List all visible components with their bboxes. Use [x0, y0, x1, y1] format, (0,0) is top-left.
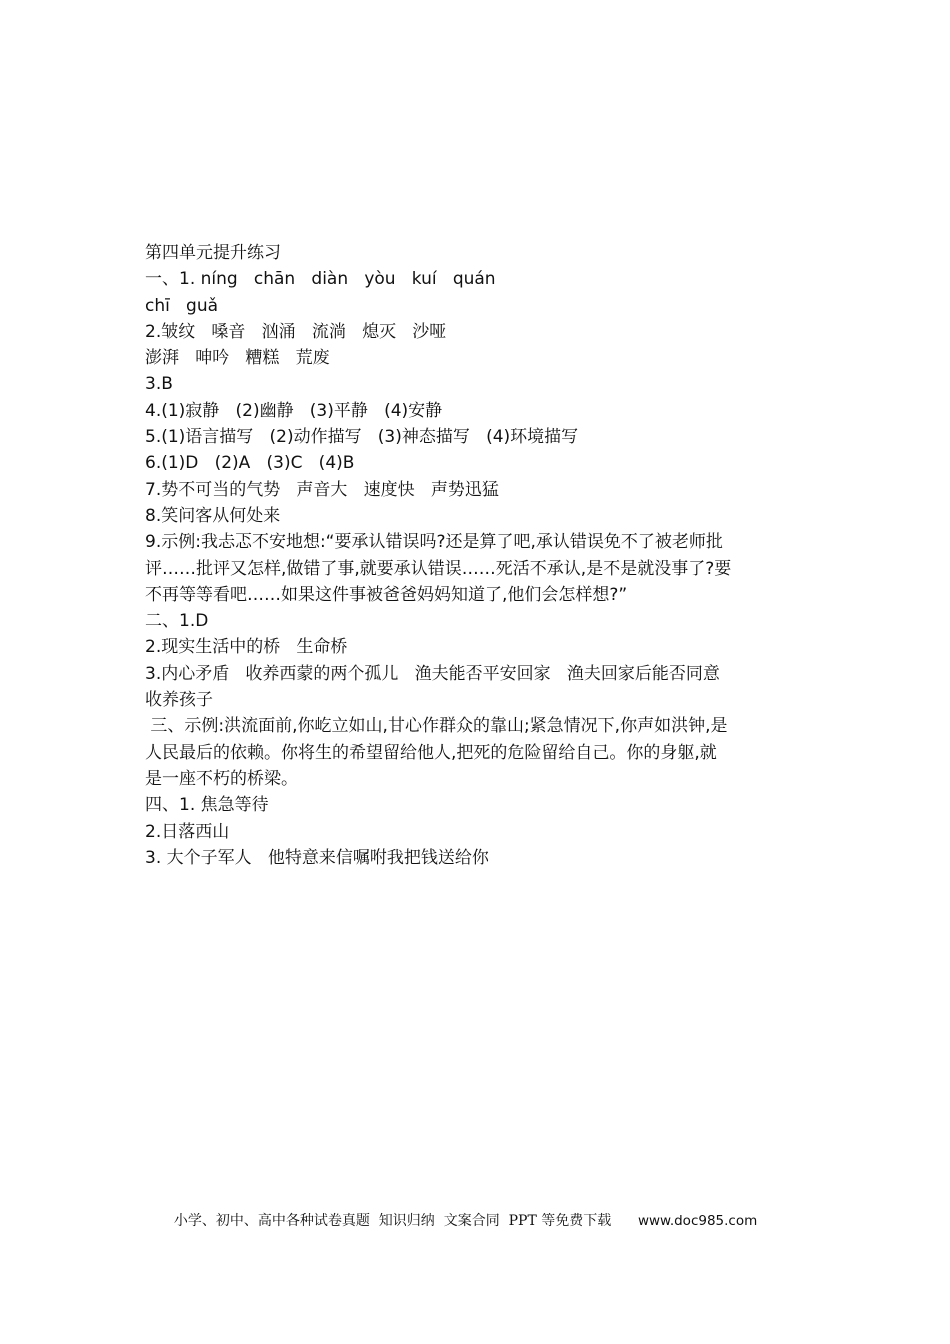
doc-line: 2.皱纹 嗓音 汹涌 流淌 熄灭 沙哑	[145, 321, 447, 342]
doc-title: 第四单元提升练习	[145, 243, 281, 263]
doc-line: 一、1. níng chān diàn yòu kuí quán	[145, 269, 496, 290]
doc-line: 7.势不可当的气势 声音大 速度快 声势迅猛	[145, 479, 499, 500]
doc-line: 不再等等看吧……如果这件事被爸爸妈妈知道了,他们会怎样想?”	[145, 584, 628, 605]
doc-line: 2.现实生活中的桥 生命桥	[145, 637, 348, 658]
doc-line: 三、示例:洪流面前,你屹立如山,甘心作群众的靠山;紧急情况下,你声如洪钟,是	[145, 716, 728, 737]
doc-line: 6.(1)D (2)A (3)C (4)B	[145, 453, 355, 474]
page-footer	[165, 1191, 815, 1231]
doc-line: 5.(1)语言描写 (2)动作描写 (3)神态描写 (4)环境描写	[145, 427, 579, 448]
doc-line: 3.B	[145, 374, 173, 395]
doc-line: 3. 大个子军人 他特意来信嘱咐我把钱送给你	[145, 847, 489, 868]
doc-line: 评……批评又怎样,做错了事,就要承认错误……死活不承认,是不是就没事了?要	[145, 558, 732, 579]
footer-site: www.doc985.com	[637, 1213, 758, 1229]
doc-line: 收养孩子	[145, 690, 213, 711]
doc-line: 8.笑问客从何处来	[145, 505, 281, 526]
doc-line: 四、1. 焦急等待	[145, 795, 269, 816]
doc-line: chī guǎ	[145, 295, 219, 316]
doc-line: 澎湃 呻吟 糟糕 荒废	[145, 348, 330, 369]
doc-line: 2.日落西山	[145, 821, 230, 842]
doc-line: 3.内心矛盾 收养西蒙的两个孤儿 渔夫能否平安回家 渔夫回家后能否同意	[145, 663, 720, 684]
footer-text: 小学、初中、高中各种试卷真题 知识归纳 文案合同 PPT 等免费下载	[173, 1213, 612, 1229]
doc-line: 9.示例:我忐忑不安地想:“要承认错误吗?还是算了吧,承认错误免不了被老师批	[145, 532, 723, 553]
doc-line: 二、1.D	[145, 611, 209, 632]
answer-document	[145, 240, 815, 871]
doc-line: 4.(1)寂静 (2)幽静 (3)平静 (4)安静	[145, 400, 443, 421]
doc-line: 人民最后的依赖。你将生的希望留给他人,把死的危险留给自己。你的身躯,就	[145, 742, 717, 763]
doc-line: 是一座不朽的桥梁。	[145, 768, 298, 789]
